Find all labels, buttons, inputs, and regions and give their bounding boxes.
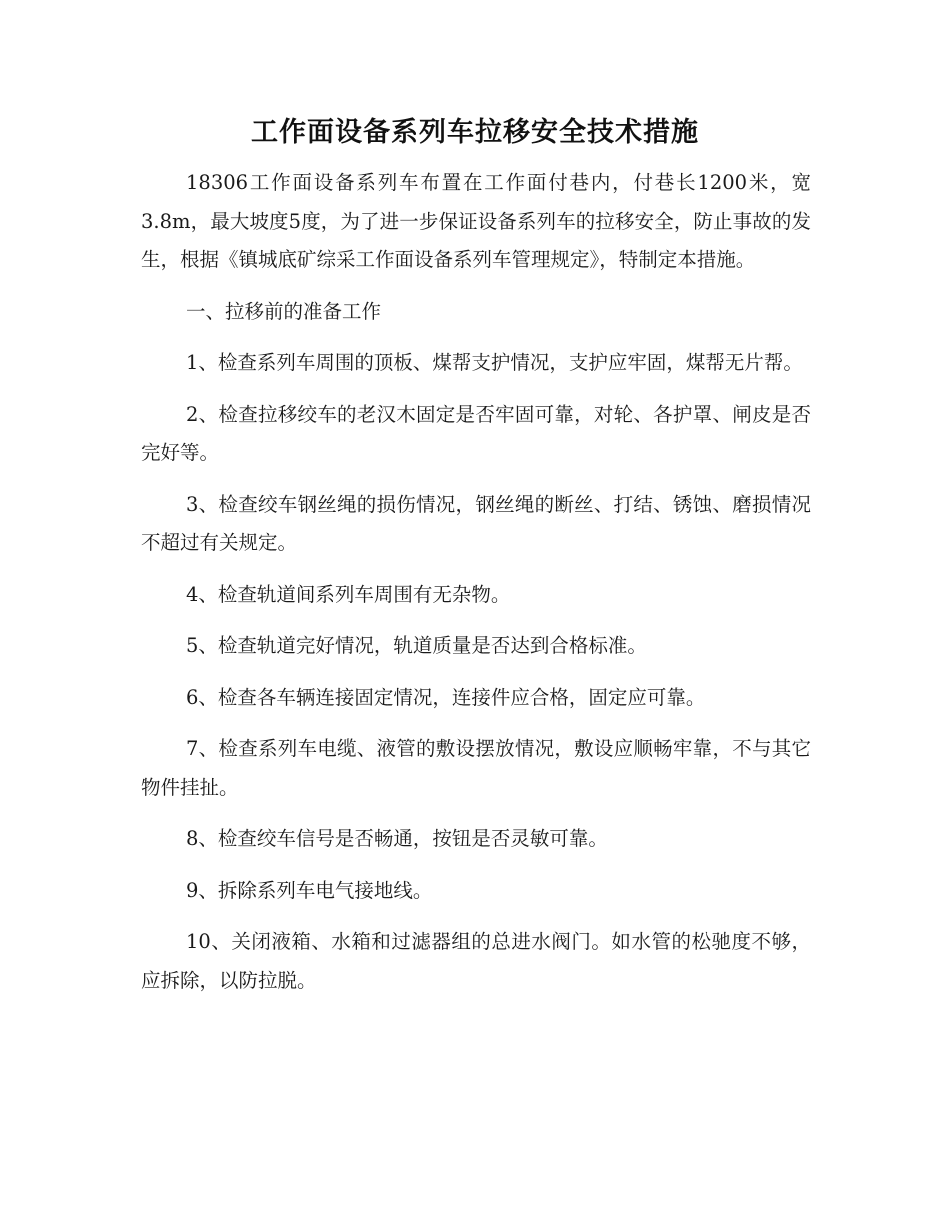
list-item: 3、检查绞车钢丝绳的损伤情况，钢丝绳的断丝、打结、锈蚀、磨损情况不超过有关规定。 bbox=[141, 492, 811, 554]
list-item: 5、检查轨道完好情况，轨道质量是否达到合格标准。 bbox=[186, 634, 647, 657]
list-item: 1、检查系列车周围的顶板、煤帮支护情况，支护应牢固，煤帮无片帮。 bbox=[186, 351, 803, 374]
list-item: 2、检查拉移绞车的老汉木固定是否牢固可靠，对轮、各护罩、闸皮是否完好等。 bbox=[141, 402, 811, 464]
intro-paragraph: 18306工作面设备系列车布置在工作面付巷内，付巷长1200米，宽3.8m，最大坡度5度，为了进一步保证设备系列车的拉移安全，防止事故的发生，根据《镇城底矿综采工作面设备系列车管理规定》，特制定本措施。 bbox=[141, 171, 811, 271]
section-heading: 一、拉移前的准备工作 bbox=[186, 299, 382, 323]
list-item: 4、检查轨道间系列车周围有无杂物。 bbox=[186, 582, 511, 606]
document-title: 工作面设备系列车拉移安全技术措施 bbox=[251, 117, 699, 148]
list-item: 8、检查绞车信号是否畅通，按钮是否灵敏可靠。 bbox=[186, 827, 608, 850]
list-item: 10、关闭液箱、水箱和过滤器组的总进水阀门。如水管的松驰度不够，应拆除，以防拉脱。 bbox=[141, 930, 811, 992]
list-item: 7、检查系列车电缆、液管的敷设摆放情况，敷设应顺畅牢靠，不与其它物件挂扯。 bbox=[141, 737, 811, 799]
document-body bbox=[141, 164, 811, 1013]
list-item: 6、检查各车辆连接固定情况，连接件应合格，固定应可靠。 bbox=[186, 685, 706, 709]
list-item: 9、拆除系列车电气接地线。 bbox=[186, 878, 433, 902]
